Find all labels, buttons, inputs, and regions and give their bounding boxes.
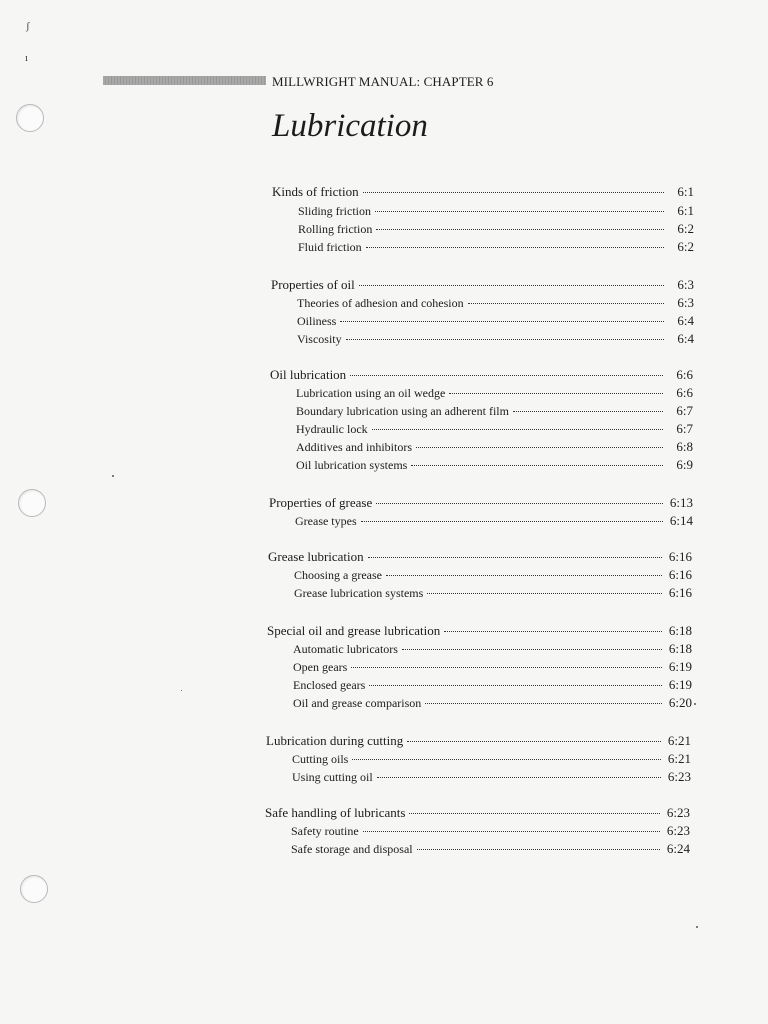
toc-subsection-entry <box>292 768 691 786</box>
toc-dot-leader <box>346 327 664 340</box>
toc-entry-label: Safe storage and disposal <box>291 842 413 856</box>
toc-entry-page: 6:8 <box>676 439 693 454</box>
toc-dot-leader <box>411 453 663 466</box>
toc-dot-leader <box>376 217 664 230</box>
toc-entry-page: 6:18 <box>668 623 692 638</box>
toc-entry-label: Theories of adhesion and cohesion <box>297 296 464 310</box>
scan-speck <box>112 475 114 477</box>
toc-entry-label: Enclosed gears <box>293 678 366 692</box>
toc-dot-leader <box>427 581 662 594</box>
toc-entry-label: Viscosity <box>297 332 342 346</box>
toc-entry-page: 6:16 <box>668 567 692 582</box>
toc-subsection-entry <box>298 238 694 256</box>
toc-dot-leader <box>386 563 662 576</box>
toc-entry-page: 6:1 <box>677 203 694 218</box>
toc-entry-label: Safe handling of lubricants <box>265 805 406 820</box>
toc-dot-leader <box>468 291 664 304</box>
toc-entry-page: 6:16 <box>668 549 692 564</box>
edge-mark: ı <box>25 52 29 64</box>
toc-dot-leader <box>375 199 664 212</box>
toc-entry-page: 6:2 <box>677 239 694 254</box>
toc-dot-leader <box>409 801 660 814</box>
toc-dot-leader <box>366 235 664 248</box>
edge-mark: ʃ <box>26 20 30 32</box>
scan-speck <box>694 703 696 705</box>
toc-entry-page: 6:6 <box>676 367 693 382</box>
toc-dot-leader <box>363 180 664 193</box>
toc-dot-leader <box>444 619 662 632</box>
toc-entry-page: 6:9 <box>676 457 693 472</box>
toc-entry-label: Safety routine <box>291 824 359 838</box>
toc-entry-label: Cutting oils <box>292 752 349 766</box>
toc-entry-page: 6:23 <box>666 805 690 820</box>
toc-entry-label: Open gears <box>293 660 348 674</box>
toc-entry-label: Oil lubrication systems <box>296 458 408 472</box>
toc-dot-leader <box>402 637 662 650</box>
toc-entry-label: Oiliness <box>297 314 337 328</box>
toc-entry-page: 6:1 <box>677 184 694 199</box>
toc-dot-leader <box>372 417 663 430</box>
scan-speck <box>696 926 698 928</box>
toc-subsection-entry <box>296 456 693 474</box>
toc-dot-leader <box>369 673 662 686</box>
toc-entry-label: Lubrication during cutting <box>266 733 404 748</box>
toc-entry-label: Properties of oil <box>271 277 355 292</box>
toc-entry-page: 6:14 <box>669 513 693 528</box>
toc-dot-leader <box>350 363 663 376</box>
running-head: MILLWRIGHT MANUAL: CHAPTER 6 <box>272 74 494 89</box>
toc-entry-label: Lubrication using an oil wedge <box>296 386 446 400</box>
toc-entry-page: 6:2 <box>677 221 694 236</box>
punch-hole-bottom <box>20 875 48 903</box>
toc-entry-page: 6:19 <box>668 659 692 674</box>
toc-entry-page: 6:7 <box>676 403 693 418</box>
page-title: Lubrication <box>272 108 428 144</box>
toc-entry-label: Kinds of friction <box>272 184 359 199</box>
toc-entry-label: Using cutting oil <box>292 770 373 784</box>
toc-dot-leader <box>417 837 660 850</box>
toc-entry-label: Additives and inhibitors <box>296 440 412 454</box>
toc-dot-leader <box>425 691 662 704</box>
toc-entry-page: 6:4 <box>677 331 694 346</box>
toc-dot-leader <box>376 491 663 504</box>
toc-entry-label: Special oil and grease lubrication <box>267 623 441 638</box>
toc-entry-label: Grease lubrication <box>268 549 364 564</box>
toc-entry-label: Rolling friction <box>298 222 373 236</box>
toc-entry-page: 6:16 <box>668 585 692 600</box>
toc-dot-leader <box>363 819 660 832</box>
punch-hole-middle <box>18 489 46 517</box>
toc-subsection-entry <box>295 512 693 530</box>
toc-dot-leader <box>377 765 661 778</box>
toc-entry-label: Oil and grease comparison <box>293 696 422 710</box>
toc-dot-leader <box>361 509 663 522</box>
header-rule <box>103 76 266 85</box>
toc-dot-leader <box>340 309 664 322</box>
toc-entry-label: Hydraulic lock <box>296 422 368 436</box>
toc-dot-leader <box>513 399 663 412</box>
toc-entry-page: 6:3 <box>677 277 694 292</box>
toc-entry-page: 6:18 <box>668 641 692 656</box>
toc-dot-leader <box>416 435 663 448</box>
toc-entry-page: 6:19 <box>668 677 692 692</box>
toc-dot-leader <box>449 381 663 394</box>
toc-entry-label: Properties of grease <box>269 495 373 510</box>
toc-dot-leader <box>352 747 661 760</box>
toc-entry-label: Fluid friction <box>298 240 362 254</box>
toc-entry-label: Oil lubrication <box>270 367 347 382</box>
punch-hole-top <box>16 104 44 132</box>
toc-entry-page: 6:20 <box>668 695 692 710</box>
toc-entry-label: Choosing a grease <box>294 568 382 582</box>
toc-entry-page: 6:21 <box>667 751 691 766</box>
toc-subsection-entry <box>293 694 692 712</box>
toc-entry-label: Boundary lubrication using an adherent film <box>296 404 509 418</box>
toc-entry-page: 6:24 <box>666 841 690 856</box>
toc-entry-page: 6:7 <box>676 421 693 436</box>
toc-entry-page: 6:23 <box>666 823 690 838</box>
toc-entry-label: Grease lubrication systems <box>294 586 424 600</box>
toc-entry-page: 6:4 <box>677 313 694 328</box>
toc-entry-page: 6:3 <box>677 295 694 310</box>
toc-subsection-entry <box>291 840 690 858</box>
toc-dot-leader <box>351 655 662 668</box>
toc-subsection-entry <box>294 584 692 602</box>
toc-entry-label: Sliding friction <box>298 204 371 218</box>
toc-dot-leader <box>407 729 661 742</box>
toc-subsection-entry <box>297 330 694 348</box>
scan-speck <box>181 690 182 691</box>
toc-entry-page: 6:21 <box>667 733 691 748</box>
toc-entry-page: 6:6 <box>676 385 693 400</box>
toc-dot-leader <box>359 273 664 286</box>
toc-entry-label: Grease types <box>295 514 357 528</box>
toc-entry-page: 6:13 <box>669 495 693 510</box>
toc-entry-page: 6:23 <box>667 769 691 784</box>
toc-entry-label: Automatic lubricators <box>293 642 398 656</box>
toc-dot-leader <box>368 545 662 558</box>
